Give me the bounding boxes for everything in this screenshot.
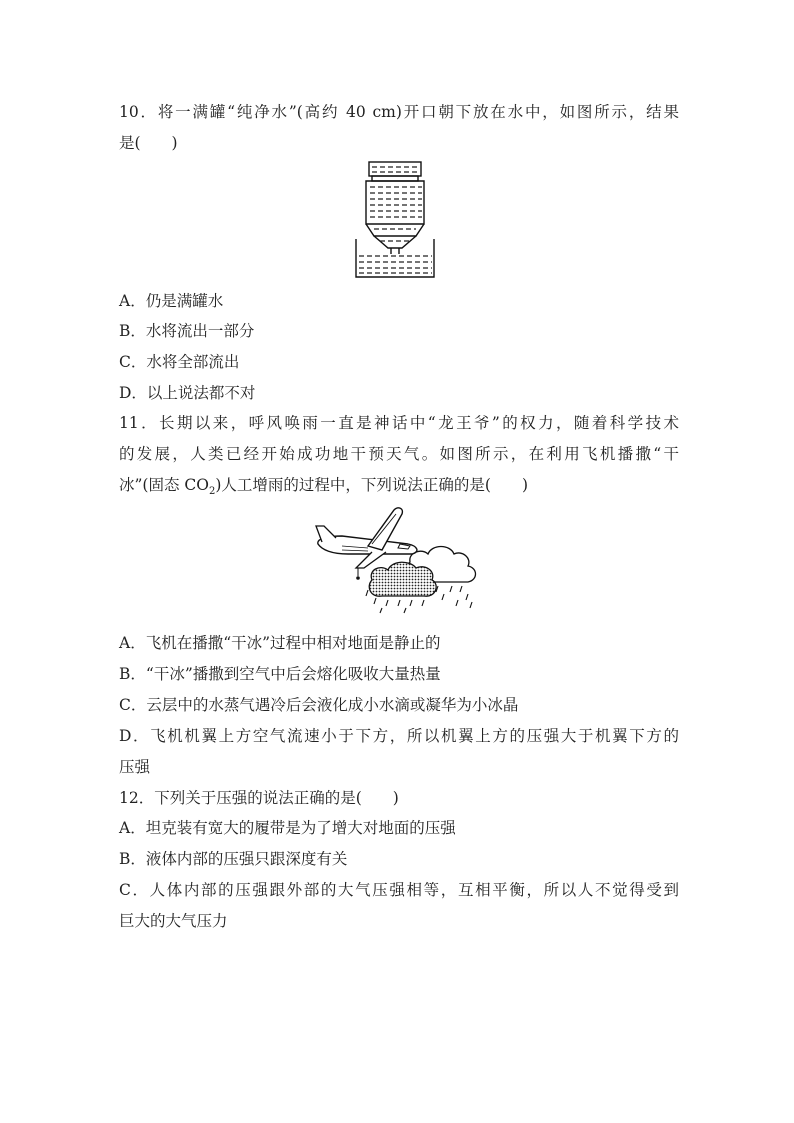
airplane-cloud-figure bbox=[312, 506, 484, 614]
water-jug-figure bbox=[354, 160, 436, 280]
q11-option-d-continuation: 压强 bbox=[119, 758, 151, 776]
q10-stem-line1: 10．将一满罐“纯净水”(高约 40 cm)开口朝下放在水中，如图所示，结果 bbox=[119, 103, 679, 121]
q11-stem-line3 bbox=[119, 475, 679, 502]
q10-option-b: B．水将流出一部分 bbox=[119, 322, 255, 340]
q11-stem-line1: 11．长期以来，呼风唤雨一直是神话中“龙王爷”的权力，随着科学技术 bbox=[119, 414, 679, 432]
q12-stem-line1: 12．下列关于压强的说法正确的是( ) bbox=[119, 789, 399, 807]
q12-option-a: A．坦克装有宽大的履带是为了增大对地面的压强 bbox=[119, 819, 456, 837]
q11-stem-line3-part2: )人工增雨的过程中，下列说法正确的是( ) bbox=[215, 476, 528, 494]
q11-option-b: B．“干冰”播撒到空气中后会熔化吸收大量热量 bbox=[119, 665, 441, 683]
q11-subscript: 2 bbox=[208, 486, 216, 498]
q11-stem-line2: 的发展，人类已经开始成功地干预天气。如图所示，在利用飞机播撒“干 bbox=[119, 445, 679, 463]
q12-option-c: C．人体内部的压强跟外部的大气压强相等，互相平衡，所以人不觉得受到 bbox=[119, 881, 679, 899]
q11-option-d: D．飞机机翼上方空气流速小于下方，所以机翼上方的压强大于机翼下方的 bbox=[119, 727, 679, 745]
q11-option-a: A．飞机在播撒“干冰”过程中相对地面是静止的 bbox=[119, 634, 441, 652]
q11-stem-line3-part1: 冰”(固态 CO bbox=[119, 476, 209, 494]
q10-option-d: D．以上说法都不对 bbox=[119, 384, 256, 402]
q10-option-a: A．仍是满罐水 bbox=[119, 292, 224, 310]
q10-option-c: C．水将全部流出 bbox=[119, 353, 240, 371]
q12-option-b: B．液体内部的压强只跟深度有关 bbox=[119, 850, 348, 868]
q11-option-c: C．云层中的水蒸气遇冷后会液化成小水滴或凝华为小冰晶 bbox=[119, 696, 519, 714]
q10-stem-line2: 是( ) bbox=[119, 134, 178, 152]
q12-option-c-continuation: 巨大的大气压力 bbox=[119, 912, 228, 930]
